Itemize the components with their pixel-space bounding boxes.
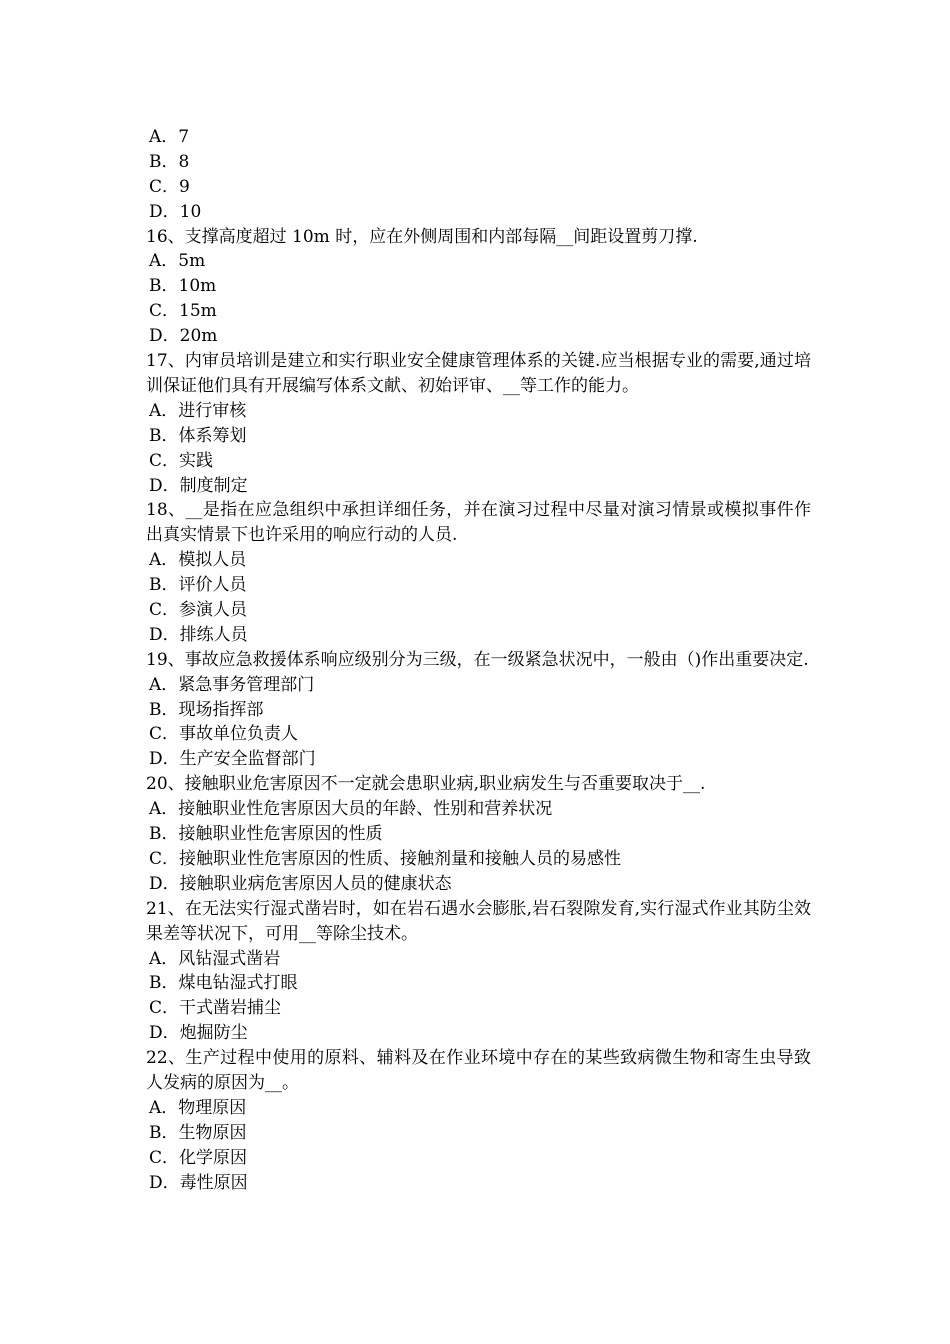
option-d: D．接触职业病危害原因人员的健康状态 bbox=[149, 873, 452, 894]
option-a: A．模拟人员 bbox=[149, 550, 247, 571]
question-stem: 18、__是指在应急组织中承担详细任务，并在演习过程中尽量对演习情景或模拟事件作出真实情景下也许采用的响应行动的人员. bbox=[146, 500, 811, 546]
option-c: C．9 bbox=[149, 176, 190, 197]
option-d: D．炮掘防尘 bbox=[149, 1023, 248, 1044]
option-d: D．制度制定 bbox=[149, 475, 248, 496]
question-21 bbox=[146, 897, 811, 1046]
question-stem: 22、生产过程中使用的原料、辅料及在作业环境中存在的某些致病微生物和寄生虫导致人发病的原因为__。 bbox=[146, 1048, 811, 1093]
option-b: B．现场指挥部 bbox=[149, 699, 264, 720]
option-d: D．20m bbox=[149, 326, 218, 347]
option-c: C．实践 bbox=[149, 450, 214, 471]
option-c: C．事故单位负责人 bbox=[149, 724, 299, 745]
question-16 bbox=[146, 225, 811, 349]
option-c: C．参演人员 bbox=[149, 600, 248, 620]
option-b: B．煤电钻湿式打眼 bbox=[149, 973, 298, 994]
question-19 bbox=[146, 648, 811, 772]
option-a: A．7 bbox=[149, 127, 190, 147]
option-c: C．15m bbox=[149, 301, 217, 322]
question-17 bbox=[146, 349, 811, 498]
option-b: B．接触职业性危害原因的性质 bbox=[149, 824, 383, 845]
option-a: A．5m bbox=[149, 251, 206, 272]
option-a: A．风钻湿式凿岩 bbox=[149, 948, 281, 969]
option-c: C．干式凿岩捕尘 bbox=[149, 998, 282, 1019]
option-b: B．生物原因 bbox=[149, 1122, 247, 1143]
question-20 bbox=[146, 772, 811, 896]
option-d: D．生产安全监督部门 bbox=[149, 749, 316, 770]
option-b: B．评价人员 bbox=[149, 575, 247, 596]
question-stem: 19、事故应急救援体系响应级别分为三级，在一级紧急状况中，一般由（)作出重要决定. bbox=[146, 649, 809, 670]
option-a: A．物理原因 bbox=[149, 1097, 247, 1118]
question-stem: 17、内审员培训是建立和实行职业安全健康管理体系的关键.应当根据专业的需要,通过培训保证他们具有开展编写体系文献、初始评审、__等工作的能力。 bbox=[146, 351, 811, 396]
question-stem: 20、接触职业危害原因不一定就会患职业病,职业病发生与否重要取决于__. bbox=[146, 774, 706, 795]
option-a: A．进行审核 bbox=[149, 400, 247, 421]
option-d: D．10 bbox=[149, 201, 202, 222]
option-a: A．紧急事务管理部门 bbox=[149, 674, 315, 695]
question-stem: 16、支撑高度超过 10m 时，应在外侧周围和内部每隔__间距设置剪刀撑. bbox=[146, 226, 698, 247]
option-b: B．体系筹划 bbox=[149, 425, 247, 446]
option-b: B．10m bbox=[149, 276, 217, 297]
option-d: D．毒性原因 bbox=[149, 1172, 248, 1193]
option-d: D．排练人员 bbox=[149, 624, 248, 645]
document-page bbox=[146, 125, 811, 1195]
option-a: A．接触职业性危害原因大员的年龄、性别和营养状况 bbox=[149, 799, 553, 820]
question-stem: 21、在无法实行湿式凿岩时，如在岩石遇水会膨胀,岩石裂隙发育,实行湿式作业其防尘效果差等状况下，可用__等除尘技术。 bbox=[146, 898, 811, 944]
option-c: C．化学原因 bbox=[149, 1147, 248, 1168]
lead-options bbox=[146, 125, 811, 225]
question-18 bbox=[146, 498, 811, 647]
option-c: C．接触职业性危害原因的性质、接触剂量和接触人员的易感性 bbox=[149, 848, 622, 869]
option-b: B．8 bbox=[149, 151, 190, 172]
question-22 bbox=[146, 1046, 811, 1195]
